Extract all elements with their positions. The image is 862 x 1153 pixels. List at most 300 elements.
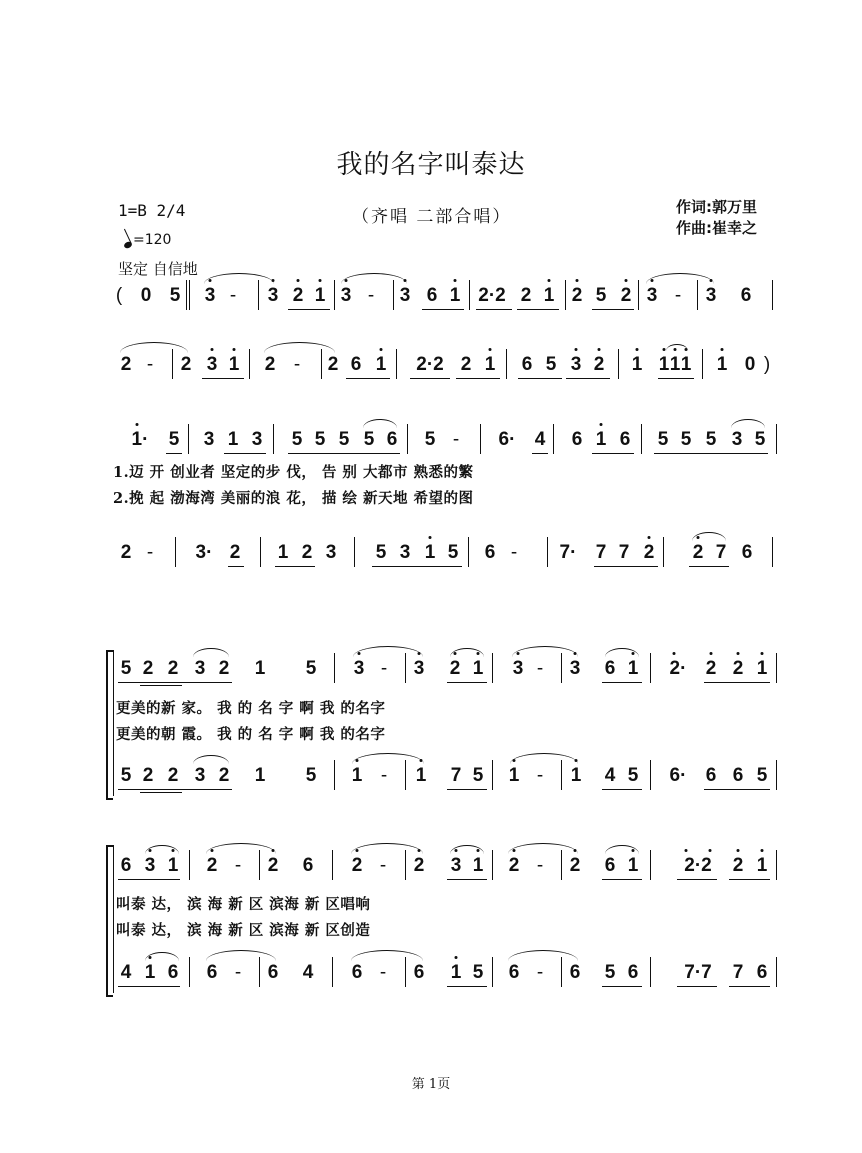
note: 4	[604, 765, 616, 786]
notation-row-6	[0, 758, 862, 798]
note: 6	[508, 962, 520, 983]
underline	[118, 682, 232, 683]
note: -	[380, 658, 388, 679]
note: 5	[604, 962, 616, 983]
underline	[594, 566, 658, 567]
note: -	[367, 285, 375, 306]
note: 5	[120, 765, 132, 786]
underline	[275, 566, 315, 567]
underline	[456, 378, 500, 379]
barline	[506, 349, 507, 379]
notation-row-7	[0, 848, 862, 888]
octave-dot	[489, 348, 492, 351]
underline	[592, 309, 634, 310]
note: 2	[732, 658, 744, 679]
note: 1	[314, 285, 326, 306]
barline	[772, 280, 773, 310]
note: 6	[627, 962, 639, 983]
note: 6	[302, 855, 314, 876]
barline	[354, 537, 355, 567]
note: 6	[569, 962, 581, 983]
note: 6	[484, 542, 496, 563]
octave-dot	[297, 279, 300, 282]
octave-dot	[574, 652, 577, 655]
barline	[405, 760, 406, 790]
tie-arc	[508, 843, 578, 854]
octave-dot	[345, 279, 348, 282]
note: 2	[705, 658, 717, 679]
note: 2·2	[684, 855, 712, 876]
notation-row-2	[0, 347, 862, 387]
octave-dot	[356, 759, 359, 762]
barline	[189, 850, 190, 880]
notation-row-1	[0, 278, 862, 318]
note: 5	[447, 542, 459, 563]
note: 6	[619, 429, 631, 450]
underline	[602, 682, 642, 683]
note: 2	[351, 855, 363, 876]
barline	[561, 653, 562, 683]
barline	[188, 424, 189, 454]
note: )	[763, 354, 771, 375]
quarter-note-icon	[123, 241, 133, 250]
note: 3	[399, 285, 411, 306]
note: 6	[756, 962, 768, 983]
note: 2	[142, 765, 154, 786]
note: 2	[206, 855, 218, 876]
note: 5	[657, 429, 669, 450]
octave-dot	[455, 849, 458, 852]
note: 6	[386, 429, 398, 450]
barline	[468, 537, 469, 567]
note: 6	[521, 354, 533, 375]
barline	[175, 537, 176, 567]
note: 3	[340, 285, 352, 306]
underline	[476, 309, 512, 310]
octave-dot	[598, 348, 601, 351]
note: 5	[545, 354, 557, 375]
note: 7	[732, 962, 744, 983]
note: 6	[413, 962, 425, 983]
octave-dot	[600, 423, 603, 426]
note: 1	[472, 855, 484, 876]
note: 5	[472, 962, 484, 983]
octave-dot	[632, 652, 635, 655]
note: 5	[305, 658, 317, 679]
octave-dot	[685, 348, 688, 351]
barline	[650, 760, 651, 790]
note: -	[229, 285, 237, 306]
octave-dot	[709, 849, 712, 852]
octave-dot	[455, 956, 458, 959]
barline	[405, 957, 406, 987]
note: 5	[120, 658, 132, 679]
tie-arc	[353, 646, 423, 657]
note: -	[510, 542, 518, 563]
underline	[447, 682, 487, 683]
note: 6	[120, 855, 132, 876]
lyric-line: 更美的新 家。 我 的 名 字 啊 我 的名字	[116, 700, 386, 717]
underline	[447, 879, 487, 880]
note: 5	[424, 429, 436, 450]
underline	[140, 792, 182, 793]
note: 2	[301, 542, 313, 563]
octave-dot	[575, 759, 578, 762]
note: 1·	[131, 429, 149, 450]
barline	[492, 850, 493, 880]
lyricist-credit: 作词:郭万里	[676, 198, 757, 216]
note: 7	[595, 542, 607, 563]
octave-dot	[721, 348, 724, 351]
octave-dot	[272, 849, 275, 852]
note: 2	[593, 354, 605, 375]
octave-dot	[136, 423, 139, 426]
underline	[202, 378, 244, 379]
note: 1	[508, 765, 520, 786]
notation-row-8	[0, 955, 862, 995]
composer-credit: 作曲:崔幸之	[676, 219, 757, 237]
note: 1	[716, 354, 728, 375]
barline	[702, 349, 703, 379]
octave-dot	[636, 348, 639, 351]
octave-dot	[477, 849, 480, 852]
barline	[260, 537, 261, 567]
note: 1	[228, 354, 240, 375]
octave-dot	[673, 652, 676, 655]
octave-dot	[513, 849, 516, 852]
barline	[396, 349, 397, 379]
tie-arc	[510, 753, 578, 764]
note: 3·	[195, 542, 213, 563]
note: 2	[180, 354, 192, 375]
octave-dot	[648, 536, 651, 539]
note: 2	[218, 765, 230, 786]
note: 3	[325, 542, 337, 563]
barline	[650, 957, 651, 987]
note: 6	[705, 765, 717, 786]
underline	[346, 378, 390, 379]
underline	[517, 309, 559, 310]
note: 2	[120, 542, 132, 563]
barline	[332, 957, 333, 987]
note: 6	[426, 285, 438, 306]
octave-dot	[319, 279, 322, 282]
barline	[650, 850, 651, 880]
octave-dot	[697, 536, 700, 539]
note: 1	[627, 855, 639, 876]
note: 3	[194, 765, 206, 786]
note: 3	[570, 354, 582, 375]
barline	[332, 850, 333, 880]
octave-dot	[710, 652, 713, 655]
note: 2·	[669, 658, 687, 679]
note: 2	[571, 285, 583, 306]
barline	[480, 424, 481, 454]
tempo-value: =120	[133, 232, 172, 248]
octave-dot	[576, 279, 579, 282]
tie-arc	[206, 843, 276, 854]
octave-dot	[211, 849, 214, 852]
underline	[602, 986, 642, 987]
tie-arc	[351, 950, 423, 961]
note: 2	[292, 285, 304, 306]
tie-arc	[508, 950, 578, 961]
barline	[492, 760, 493, 790]
note: 1	[669, 354, 681, 375]
note: 3	[413, 658, 425, 679]
expression-marking: 坚定 自信地	[118, 260, 198, 278]
underline	[166, 453, 182, 454]
note: 6·	[498, 429, 516, 450]
note: -	[380, 765, 388, 786]
note: -	[674, 285, 682, 306]
note: 1	[167, 855, 179, 876]
note: (	[115, 285, 123, 306]
lyric-line: 1.迈 开 创业者 坚定的步 伐， 告 别 大都市 熟悉的繁	[113, 464, 474, 481]
tempo-marking	[124, 232, 171, 248]
underline	[288, 453, 400, 454]
octave-dot	[211, 348, 214, 351]
note: -	[293, 354, 301, 375]
note: 1	[424, 542, 436, 563]
barline	[405, 653, 406, 683]
note: 5	[680, 429, 692, 450]
octave-dot	[272, 279, 275, 282]
note: 5	[375, 542, 387, 563]
note: 5	[705, 429, 717, 450]
octave-dot	[454, 279, 457, 282]
underline	[602, 789, 642, 790]
note: 1	[277, 542, 289, 563]
tie-arc	[341, 273, 407, 284]
note: 2	[449, 658, 461, 679]
octave-dot	[674, 348, 677, 351]
note: 5	[338, 429, 350, 450]
octave-dot	[548, 279, 551, 282]
note: 3	[206, 354, 218, 375]
underline	[592, 453, 634, 454]
octave-dot	[632, 849, 635, 852]
barline	[776, 957, 777, 987]
lyric-line: 叫泰 达， 滨 海 新 区 滨海 新 区唱响	[116, 896, 371, 913]
note: 5	[314, 429, 326, 450]
note: 4	[120, 962, 132, 983]
octave-dot	[418, 849, 421, 852]
note: 3	[512, 658, 524, 679]
page-number: 第 1页	[411, 1077, 451, 1092]
barline	[189, 957, 190, 987]
note: -	[379, 962, 387, 983]
barline	[321, 349, 322, 379]
note: 7	[618, 542, 630, 563]
note: 6	[267, 962, 279, 983]
barline	[259, 957, 260, 987]
underline	[704, 789, 770, 790]
note: 0	[744, 354, 756, 375]
note: 3	[646, 285, 658, 306]
underline	[372, 566, 462, 567]
barline	[776, 653, 777, 683]
note: 7·7	[684, 962, 712, 983]
note: -	[536, 962, 544, 983]
note: 3	[204, 285, 216, 306]
barline	[776, 760, 777, 790]
note: 1	[450, 962, 462, 983]
note: 3	[194, 658, 206, 679]
barline	[697, 280, 698, 310]
barline	[650, 653, 651, 683]
barline	[186, 280, 187, 310]
note: 1	[415, 765, 427, 786]
underline	[729, 879, 770, 880]
note: 1	[658, 354, 670, 375]
underline	[228, 566, 244, 567]
tie-arc	[512, 646, 578, 657]
note: 1	[756, 855, 768, 876]
barline	[258, 280, 259, 310]
underline	[422, 309, 464, 310]
barline	[561, 760, 562, 790]
octave-dot	[685, 849, 688, 852]
octave-dot	[420, 759, 423, 762]
note: 7·	[559, 542, 577, 563]
barline	[565, 280, 566, 310]
score-title: 我的名字叫泰达	[336, 150, 526, 180]
lyric-line: 2.挽 起 渤海湾 美丽的浪 花， 描 绘 新天地 希望的图	[113, 490, 474, 507]
underline	[518, 378, 562, 379]
notation-row-4	[0, 535, 862, 575]
note: 6	[571, 429, 583, 450]
note: 6	[351, 962, 363, 983]
note: 5	[291, 429, 303, 450]
octave-dot	[517, 652, 520, 655]
note: 3	[353, 658, 365, 679]
note: -	[536, 855, 544, 876]
octave-dot	[209, 279, 212, 282]
note: 1	[627, 658, 639, 679]
barline	[492, 653, 493, 683]
octave-dot	[149, 956, 152, 959]
underline	[677, 879, 717, 880]
note: -	[234, 962, 242, 983]
underline	[410, 378, 450, 379]
octave-dot	[149, 849, 152, 852]
note: 2	[643, 542, 655, 563]
note: -	[379, 855, 387, 876]
octave-dot	[418, 652, 421, 655]
barline	[189, 280, 190, 310]
note: 3	[251, 429, 263, 450]
underline	[118, 986, 180, 987]
barline	[641, 424, 642, 454]
note: 2	[508, 855, 520, 876]
note: 2	[327, 354, 339, 375]
note: 2	[267, 855, 279, 876]
tie-arc	[646, 273, 714, 284]
tie-arc	[204, 273, 274, 284]
note: 1	[351, 765, 363, 786]
underline	[704, 682, 770, 683]
note: 5	[627, 765, 639, 786]
note: -	[146, 542, 154, 563]
note: 2	[229, 542, 241, 563]
underline	[689, 566, 729, 567]
note: 5	[756, 765, 768, 786]
octave-dot	[761, 849, 764, 852]
octave-dot	[651, 279, 654, 282]
slur-arc	[193, 648, 229, 657]
underline	[447, 789, 487, 790]
subtitle: （齐唱 二部合唱）	[352, 207, 512, 227]
barline	[405, 850, 406, 880]
note: 6	[732, 765, 744, 786]
barline	[776, 424, 777, 454]
note: 1	[144, 962, 156, 983]
note: 2	[120, 354, 132, 375]
note: -	[452, 429, 460, 450]
note: 2	[167, 658, 179, 679]
tie-arc	[264, 342, 335, 353]
barline	[393, 280, 394, 310]
note: 6	[167, 962, 179, 983]
underline	[566, 378, 610, 379]
note: 2	[167, 765, 179, 786]
note: 1	[631, 354, 643, 375]
note: -	[146, 354, 154, 375]
tie-arc	[352, 753, 424, 764]
octave-dot	[477, 652, 480, 655]
octave-dot	[358, 652, 361, 655]
note: 2·2	[478, 285, 506, 306]
octave-dot	[663, 348, 666, 351]
octave-dot	[737, 652, 740, 655]
note: 1	[254, 765, 266, 786]
octave-dot	[356, 849, 359, 852]
note: 3	[731, 429, 743, 450]
note: 3	[203, 429, 215, 450]
note: 1	[756, 658, 768, 679]
octave-dot	[761, 652, 764, 655]
barline	[553, 424, 554, 454]
barline	[259, 850, 260, 880]
octave-dot	[513, 759, 516, 762]
note: 2	[692, 542, 704, 563]
note: 7	[450, 765, 462, 786]
note: 2	[520, 285, 532, 306]
barline	[492, 957, 493, 987]
octave-dot	[625, 279, 628, 282]
note: 5	[363, 429, 375, 450]
octave-dot	[454, 652, 457, 655]
tie-arc	[206, 950, 276, 961]
note: 3	[569, 658, 581, 679]
note: 6	[604, 658, 616, 679]
barline	[249, 349, 250, 379]
octave-dot	[429, 536, 432, 539]
note: 1	[254, 658, 266, 679]
note: 5	[168, 429, 180, 450]
barline	[469, 280, 470, 310]
note: 6·	[669, 765, 687, 786]
note: 4	[302, 962, 314, 983]
octave-dot	[172, 849, 175, 852]
underline	[118, 789, 232, 790]
barline	[638, 280, 639, 310]
notation-row-3	[0, 422, 862, 462]
note: 5	[754, 429, 766, 450]
note: 6	[740, 285, 752, 306]
slur-arc	[193, 755, 229, 764]
